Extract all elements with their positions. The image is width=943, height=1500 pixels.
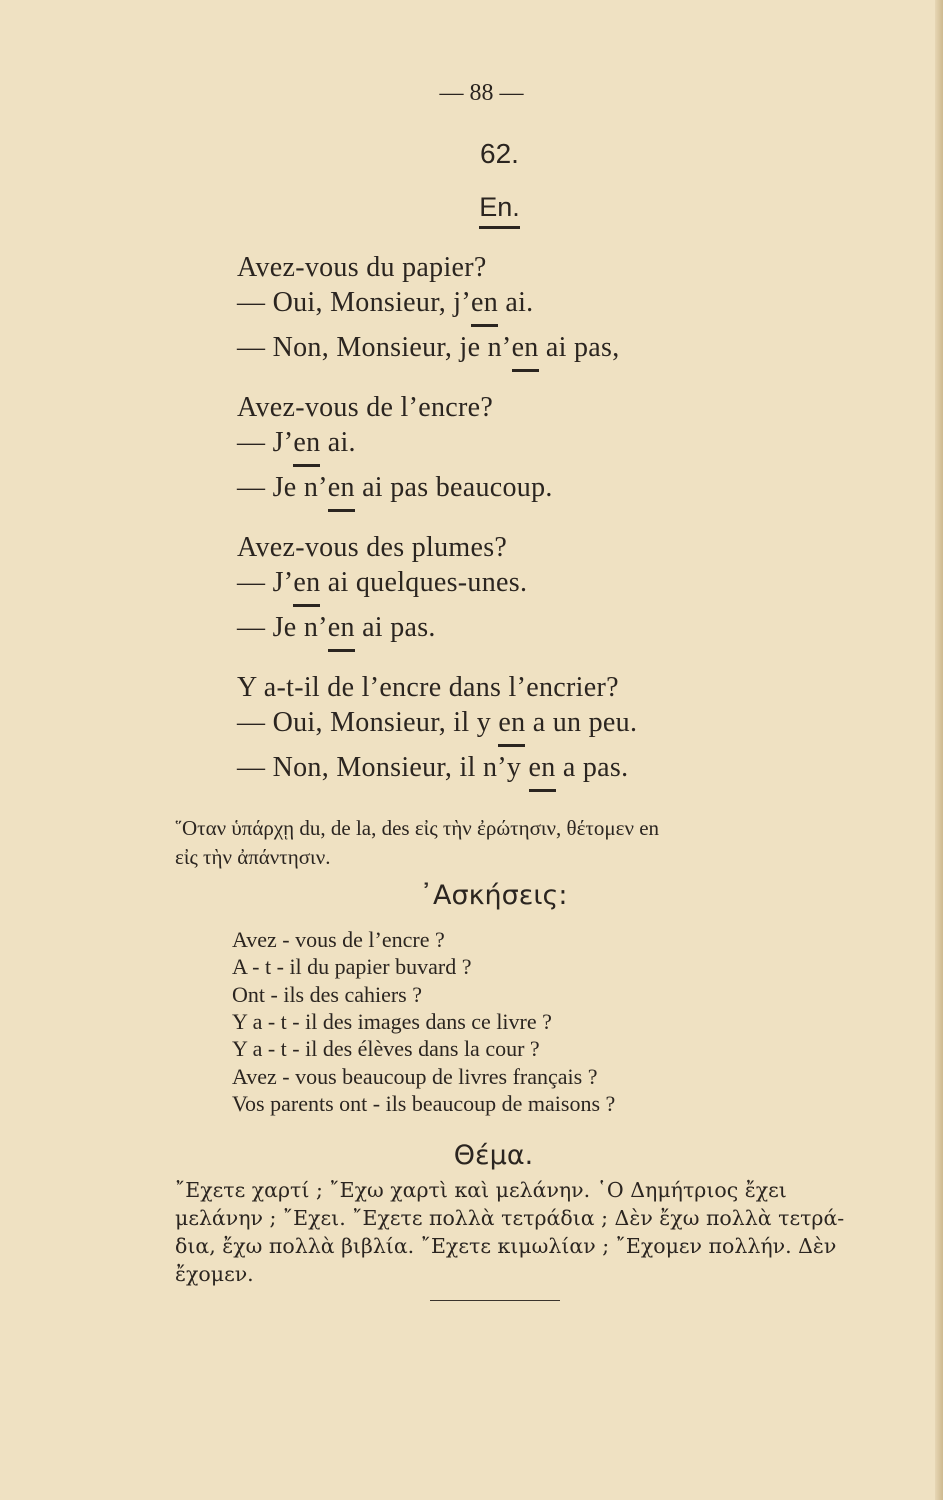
theme-title: Θέμα. [453, 1140, 534, 1171]
line-text: Y a-t-il de l’encre dans l’encrier? [237, 672, 619, 703]
dialogue-line [237, 252, 487, 284]
exercises-title: ᾿Ασκήσεις: [419, 880, 568, 911]
end-rule [430, 1300, 560, 1301]
theme-line: μελάνην ; ῎Εχει. ῎Εχετε πολλὰ τετράδια ; Δὲν ἔχω πολλὰ τετρά- [175, 1206, 845, 1230]
dialogue-line [237, 287, 533, 319]
dialogue-line [237, 567, 527, 599]
line-text: Avez-vous du papier? [237, 252, 487, 283]
dialogue-line [237, 707, 637, 739]
line-text: — Non, Monsieur, il n’y [237, 752, 529, 783]
exercise-item: Vos parents ont - ils beaucoup de maisons ? [232, 1090, 616, 1116]
line-text: a pas. [555, 752, 629, 783]
page-number: — 88 — [439, 80, 524, 106]
exercise-item: Y a - t - il des images dans ce livre ? [232, 1008, 552, 1034]
underlined-en: en [511, 332, 539, 363]
lesson-title-text: En. [479, 192, 520, 229]
dialogue-line [237, 472, 553, 504]
line-text: — Oui, Monsieur, il y [237, 707, 499, 738]
dialogue-line [237, 427, 356, 459]
lesson-title [28, 192, 943, 223]
line-text: ai pas, [538, 332, 620, 363]
theme-line: ἔχομεν. [175, 1262, 254, 1286]
line-text: ai pas beaucoup. [354, 472, 553, 503]
line-text: Avez-vous des plumes? [237, 532, 508, 563]
exercise-item: Avez - vous de l’encre ? [232, 927, 445, 952]
dialogue-line [237, 532, 507, 564]
exercise-item: Avez - vous beaucoup de livres français ? [232, 1063, 598, 1089]
underlined-en: en [498, 707, 526, 738]
line-text: ai. [320, 427, 356, 458]
underlined-en: en [327, 612, 355, 643]
dialogue-line [237, 332, 620, 364]
underlined-en: en [528, 752, 556, 783]
line-text: ai pas. [354, 612, 436, 643]
dialogue-line [237, 392, 493, 424]
line-text: Avez-vous de l’encre? [237, 392, 494, 423]
underlined-en: en [327, 472, 355, 503]
line-text: — J’ [237, 427, 294, 458]
theme-line: δια, ἔχω πολλὰ βιβλία. ῎Εχετε κιμωλίαν ; ῎Εχομεν πολλήν. Δὲν [175, 1234, 837, 1258]
dialogue-line [237, 672, 619, 704]
line-text: — Je n’ [237, 472, 328, 503]
underlined-en: en [471, 287, 499, 318]
rule-note-line: ῞Οταν ὑπάρχῃ du, de la, des εἰς τὴν ἐρώτησιν, θέτομεν en [175, 816, 660, 840]
line-text: — J’ [237, 567, 294, 598]
theme-line: ῎Εχετε χαρτί ; ῎Εχω χαρτὶ καὶ μελάνην. ῾Ο Δημήτριος ἔχει [175, 1178, 787, 1202]
underlined-en: en [293, 427, 321, 458]
rule-note-line: εἰς τὴν ἀπάντησιν. [175, 845, 331, 869]
exercise-item: Y a - t - il des élèves dans la cour ? [232, 1036, 540, 1062]
line-text: — Je n’ [237, 612, 328, 643]
line-text: ai. [498, 287, 534, 318]
line-text: — Non, Monsieur, je n’ [237, 332, 512, 363]
line-text: — Oui, Monsieur, j’ [237, 287, 472, 318]
line-text: a un peu. [525, 707, 638, 738]
line-text: ai quelques-unes. [320, 567, 528, 598]
underlined-en: en [293, 567, 321, 598]
dialogue-line [237, 752, 628, 784]
exercise-item: A - t - il du papier buvard ? [232, 954, 472, 980]
lesson-number: 62. [480, 138, 519, 169]
exercise-item: Ont - ils des cahiers ? [232, 981, 422, 1007]
dialogue-line [237, 612, 436, 644]
page-edge [935, 0, 943, 1500]
